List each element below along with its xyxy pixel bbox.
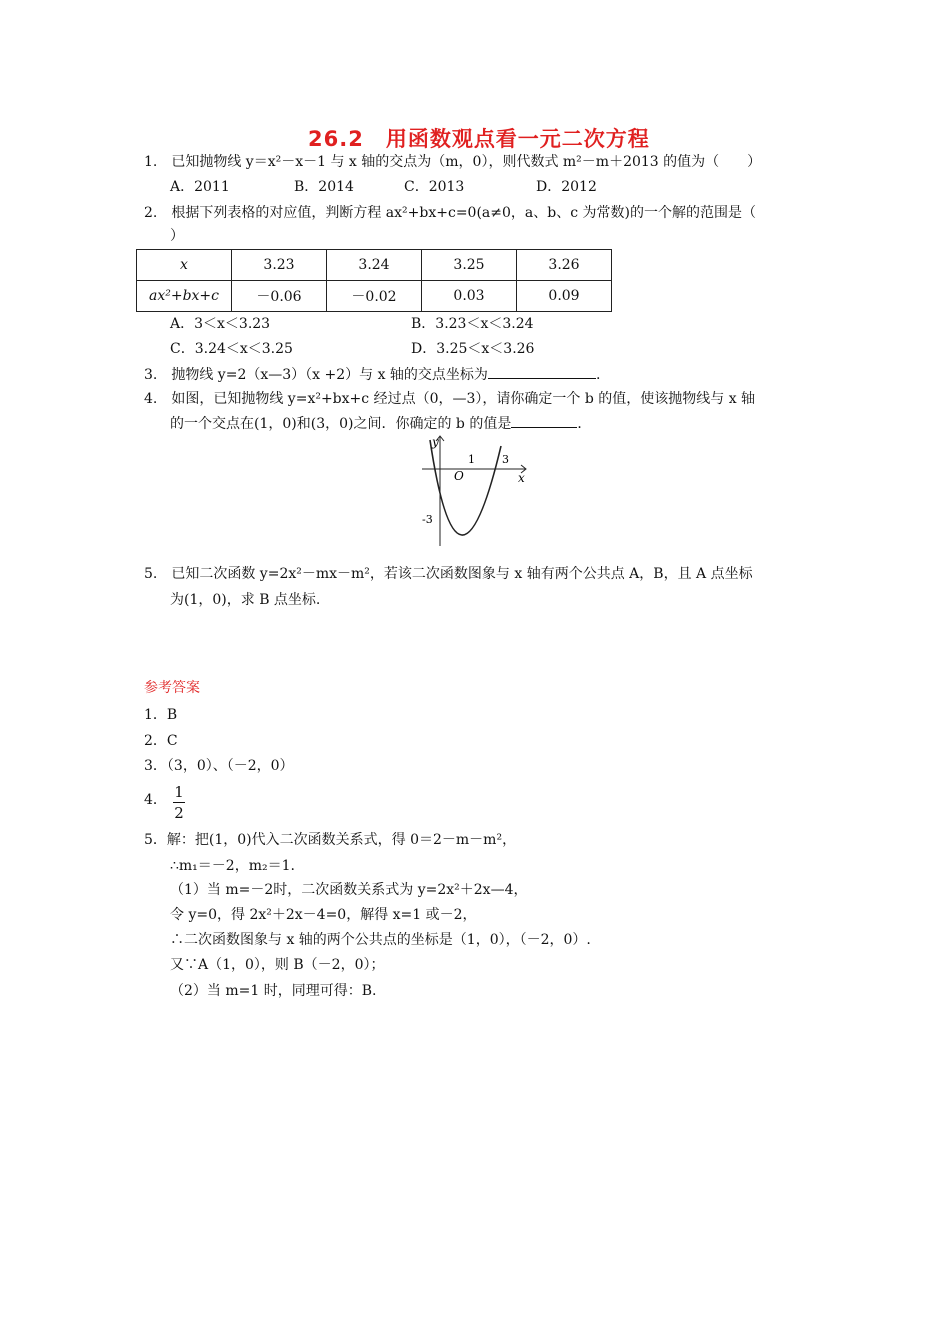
table-row [137,281,612,312]
answer-4-number: 4． [144,792,167,808]
table-cell: －0.06 [232,281,327,312]
question-3 [144,364,600,385]
answer-blank [488,364,596,379]
q1-option-b: B．2014 [294,179,354,195]
fraction-denominator: 2 [174,804,184,822]
value-table [136,249,612,312]
question-1: 1. 已知抛物线 y＝x²－x－1 与 x 轴的交点为（m，0），则代数式 m²－m＋2013 的值为（ ） [144,154,762,170]
q1-option-a: A．2011 [170,179,230,195]
table-cell: 0.09 [517,281,612,312]
question-4-end: ． [577,416,592,432]
fraction-numerator: 1 [174,783,184,801]
q2-option-a: A．3＜x＜3.23 [170,316,271,332]
tick-label-3: 3 [502,453,509,466]
answer-5-line-6: 又∵A（1，0），则 B（－2，0）； [170,957,385,973]
q1-option-d: D．2012 [536,179,597,195]
question-5: 5. 已知二次函数 y=2x²－mx－m²，若该二次函数图象与 x 轴有两个公共点 A，B，且 A 点坐标 [144,566,753,582]
table-row [137,250,612,281]
x-axis-label: x [518,471,525,485]
parabola-curve [430,440,501,535]
question-4-cont [170,413,591,434]
question-3-end: . [595,367,601,383]
answer-5-line-1: 5．解：把(1，0)代入二次函数关系式，得 0＝2－m－m²， [144,832,517,848]
table-header: 3.26 [517,250,612,281]
answer-5-line-7: （2）当 m=1 时，同理可得：B. [170,983,377,999]
answers-heading: 参考答案 [144,680,200,696]
tick-label-neg3: -3 [422,513,433,526]
question-4-cont-text: 的一个交点在(1，0)和(3，0)之间．你确定的 b 的值是 [170,416,512,432]
question-2-cont: ） [170,228,184,244]
answer-5-line-5: ∴二次函数图象与 x 轴的两个公共点的坐标是（1，0），（－2，0）. [170,932,591,948]
origin-label: O [454,469,464,483]
q2-option-c: C．3.24＜x＜3.25 [170,341,293,357]
question-2: 2. 根据下列表格的对应值，判断方程 ax²+bx+c=0(a≠0，a、b、c 为常数)的一个解的范围是（ [144,205,756,221]
question-4: 4. 如图，已知抛物线 y=x²+bx+c 经过点（0，—3），请你确定一个 b 的值，使该抛物线与 x 轴 [144,391,756,407]
q1-option-c: C．2013 [404,179,465,195]
table-cell: －0.02 [327,281,422,312]
table-cell: 0.03 [422,281,517,312]
table-header: 3.23 [232,250,327,281]
question-3-text: 3. 抛物线 y=2（x—3）（x +2）与 x 轴的交点坐标为 [144,367,488,383]
answer-5-line-3: （1）当 m=－2时，二次函数关系式为 y=2x²＋2x—4， [170,882,528,898]
table-header-x: x [137,250,232,281]
answer-2: 2．C [144,733,178,749]
answer-5-line-2: ∴m₁＝－2，m₂＝1. [170,858,295,874]
answer-3: 3．（3，0）、（－2，0） [144,758,294,774]
answer-1: 1．B [144,707,178,723]
page-title: 26.2 用函数观点看一元二次方程 [308,127,650,151]
tick-label-1: 1 [468,453,475,466]
answer-blank [511,413,577,428]
answer-5-line-4: 令 y=0，得 2x²＋2x－4=0，解得 x=1 或－2， [170,907,477,923]
y-axis-label: y [432,435,439,449]
q2-option-d: D．3.25＜x＜3.26 [411,341,535,357]
fraction-bar [173,802,185,803]
table-header: 3.25 [422,250,517,281]
q2-option-b: B．3.23＜x＜3.24 [411,316,534,332]
question-5-cont: 为(1，0)，求 B 点坐标. [170,592,321,608]
answer-4-fraction [173,783,185,822]
parabola-figure [418,432,534,550]
table-header: 3.24 [327,250,422,281]
table-row-label: ax²+bx+c [137,281,232,312]
